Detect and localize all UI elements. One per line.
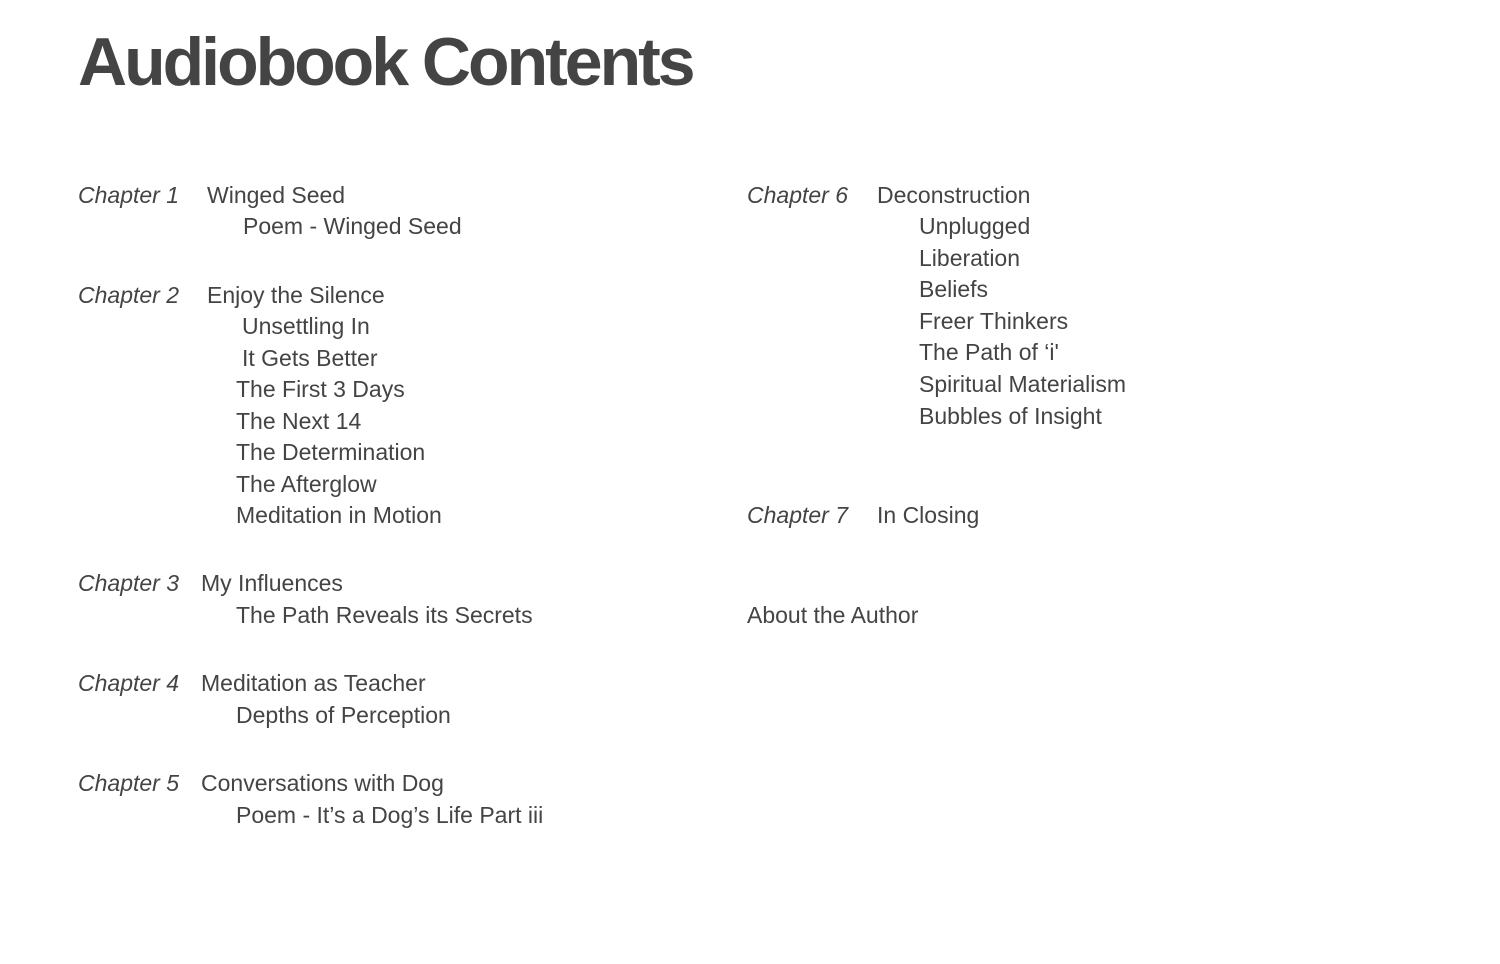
chapter-label: Chapter 6 [747, 182, 849, 208]
section-item[interactable]: Depths of Perception [236, 702, 451, 728]
chapter-title[interactable]: Deconstruction [877, 182, 1031, 208]
section-item[interactable]: It Gets Better [242, 345, 378, 371]
section-item[interactable]: Unplugged [919, 213, 1031, 239]
section-item[interactable]: The Path Reveals its Secrets [236, 602, 533, 628]
chapter-title[interactable]: Winged Seed [207, 182, 346, 208]
section-item[interactable]: Unsettling In [242, 313, 370, 339]
section-item[interactable]: The Afterglow [236, 471, 377, 497]
chapter-title[interactable]: Enjoy the Silence [207, 282, 385, 308]
section-item[interactable]: Poem - Winged Seed [243, 213, 462, 239]
section-item[interactable]: Beliefs [919, 276, 989, 302]
about-author-link[interactable]: About the Author [747, 602, 919, 628]
page-title: Audiobook Contents [78, 24, 693, 100]
section-item[interactable]: The Determination [236, 439, 426, 465]
chapter-label: Chapter 4 [78, 670, 180, 696]
chapter-label: Chapter 3 [78, 570, 180, 596]
chapter-label: Chapter 5 [78, 770, 180, 796]
section-item[interactable]: Spiritual Materialism [919, 371, 1127, 397]
chapter-title[interactable]: In Closing [877, 502, 980, 528]
section-item[interactable]: Poem - It’s a Dog’s Life Part iii [236, 802, 544, 828]
section-item[interactable]: Freer Thinkers [919, 308, 1069, 334]
chapter-label: Chapter 2 [78, 282, 180, 308]
chapter-title[interactable]: Meditation as Teacher [201, 670, 426, 696]
chapter-title[interactable]: Conversations with Dog [201, 770, 444, 796]
section-item[interactable]: Liberation [919, 245, 1021, 271]
chapter-label: Chapter 1 [78, 182, 180, 208]
section-item[interactable]: The Path of ‘i' [919, 339, 1059, 365]
section-item[interactable]: Meditation in Motion [236, 502, 442, 528]
section-item[interactable]: The Next 14 [236, 408, 362, 434]
chapter-label: Chapter 7 [747, 502, 849, 528]
section-item[interactable]: Bubbles of Insight [919, 403, 1102, 429]
chapter-title[interactable]: My Influences [201, 570, 343, 596]
section-item[interactable]: The First 3 Days [236, 376, 405, 402]
